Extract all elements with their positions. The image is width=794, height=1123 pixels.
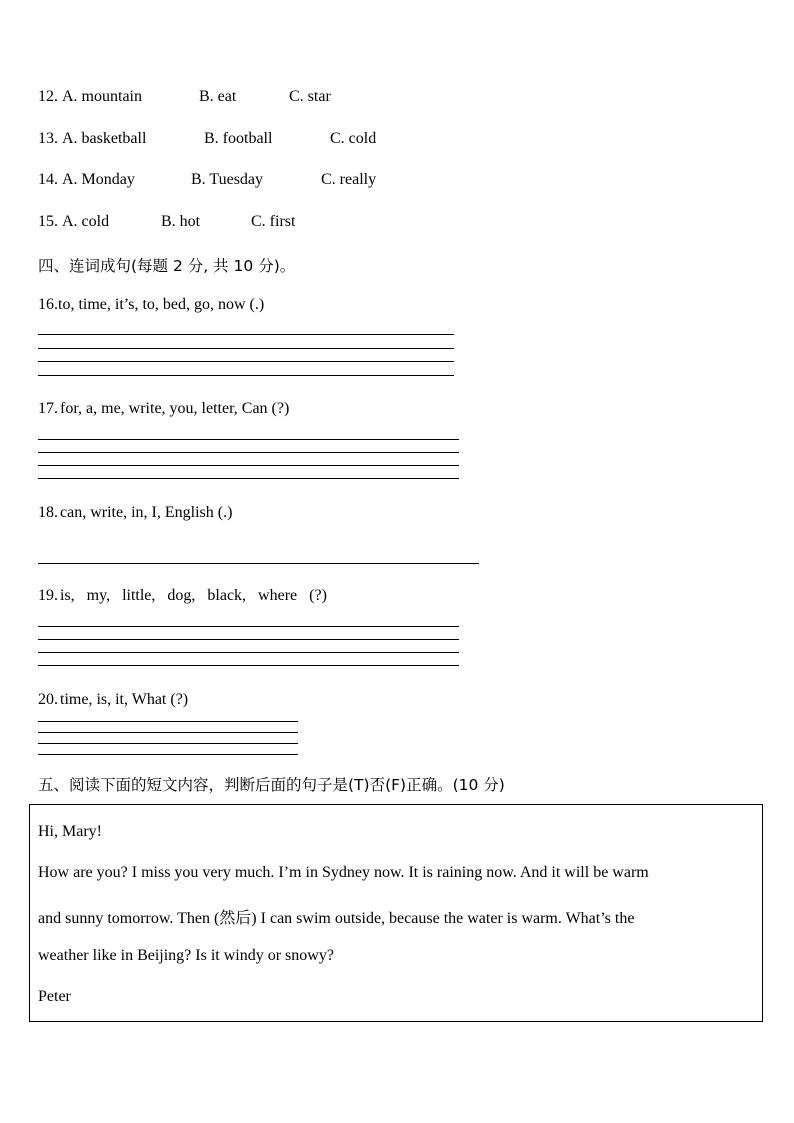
- answer-line[interactable]: [38, 652, 459, 653]
- option-c: C. really: [321, 171, 377, 188]
- question-number: 14.: [38, 171, 58, 188]
- option-a: A. mountain: [62, 88, 142, 105]
- answer-line[interactable]: [38, 721, 298, 722]
- option-b: B. eat: [199, 88, 237, 105]
- question-number: 15.: [38, 213, 58, 230]
- passage-line: and sunny tomorrow. Then (然后) I can swim outside, because the water is warm. What’s the: [38, 910, 635, 927]
- option-a: A. cold: [62, 213, 110, 230]
- option-c: C. first: [251, 213, 296, 230]
- answer-line[interactable]: [38, 754, 298, 755]
- question-prompt: is, my, little, dog, black, where (?): [60, 587, 327, 604]
- passage-greeting: Hi, Mary!: [38, 823, 102, 840]
- question-number: 18.: [38, 504, 58, 521]
- answer-line[interactable]: [38, 361, 454, 362]
- section-4-title: 四、连词成句(每题 2 分, 共 10 分)。: [38, 257, 296, 275]
- answer-line[interactable]: [38, 639, 459, 640]
- answer-line[interactable]: [38, 452, 459, 453]
- question-number: 20.: [38, 691, 58, 708]
- question-prompt: time, is, it, What (?): [60, 691, 189, 708]
- answer-line[interactable]: [38, 478, 459, 479]
- question-number: 17.: [38, 400, 58, 417]
- passage-line: How are you? I miss you very much. I’m in Sydney now. It is raining now. And it will be warm: [38, 864, 649, 881]
- answer-line[interactable]: [38, 665, 459, 666]
- question-number: 12.: [38, 88, 58, 105]
- passage-line: weather like in Beijing? Is it windy or snowy?: [38, 947, 334, 964]
- answer-line[interactable]: [38, 334, 454, 335]
- option-b: B. hot: [161, 213, 201, 230]
- answer-line[interactable]: [38, 732, 298, 733]
- option-a: A. Monday: [62, 171, 135, 188]
- answer-line[interactable]: [38, 563, 479, 564]
- answer-line[interactable]: [38, 375, 454, 376]
- option-b: B. football: [204, 130, 273, 147]
- question-prompt: to, time, it’s, to, bed, go, now (.): [58, 296, 265, 313]
- answer-line[interactable]: [38, 626, 459, 627]
- question-number: 16.: [38, 296, 58, 313]
- reading-passage-box: [29, 804, 763, 1022]
- passage-signature: Peter: [38, 988, 71, 1005]
- option-c: C. star: [289, 88, 331, 105]
- option-b: B. Tuesday: [191, 171, 264, 188]
- question-number: 19.: [38, 587, 58, 604]
- question-number: 13.: [38, 130, 58, 147]
- option-c: C. cold: [330, 130, 377, 147]
- section-5-title: 五、阅读下面的短文内容，判断后面的句子是(T)否(F)正确。(10 分): [38, 776, 505, 794]
- answer-line[interactable]: [38, 465, 459, 466]
- answer-line[interactable]: [38, 743, 298, 744]
- option-a: A. basketball: [62, 130, 147, 147]
- answer-line[interactable]: [38, 348, 454, 349]
- question-prompt: for, a, me, write, you, letter, Can (?): [60, 400, 290, 417]
- answer-line[interactable]: [38, 439, 459, 440]
- question-prompt: can, write, in, I, English (.): [60, 504, 233, 521]
